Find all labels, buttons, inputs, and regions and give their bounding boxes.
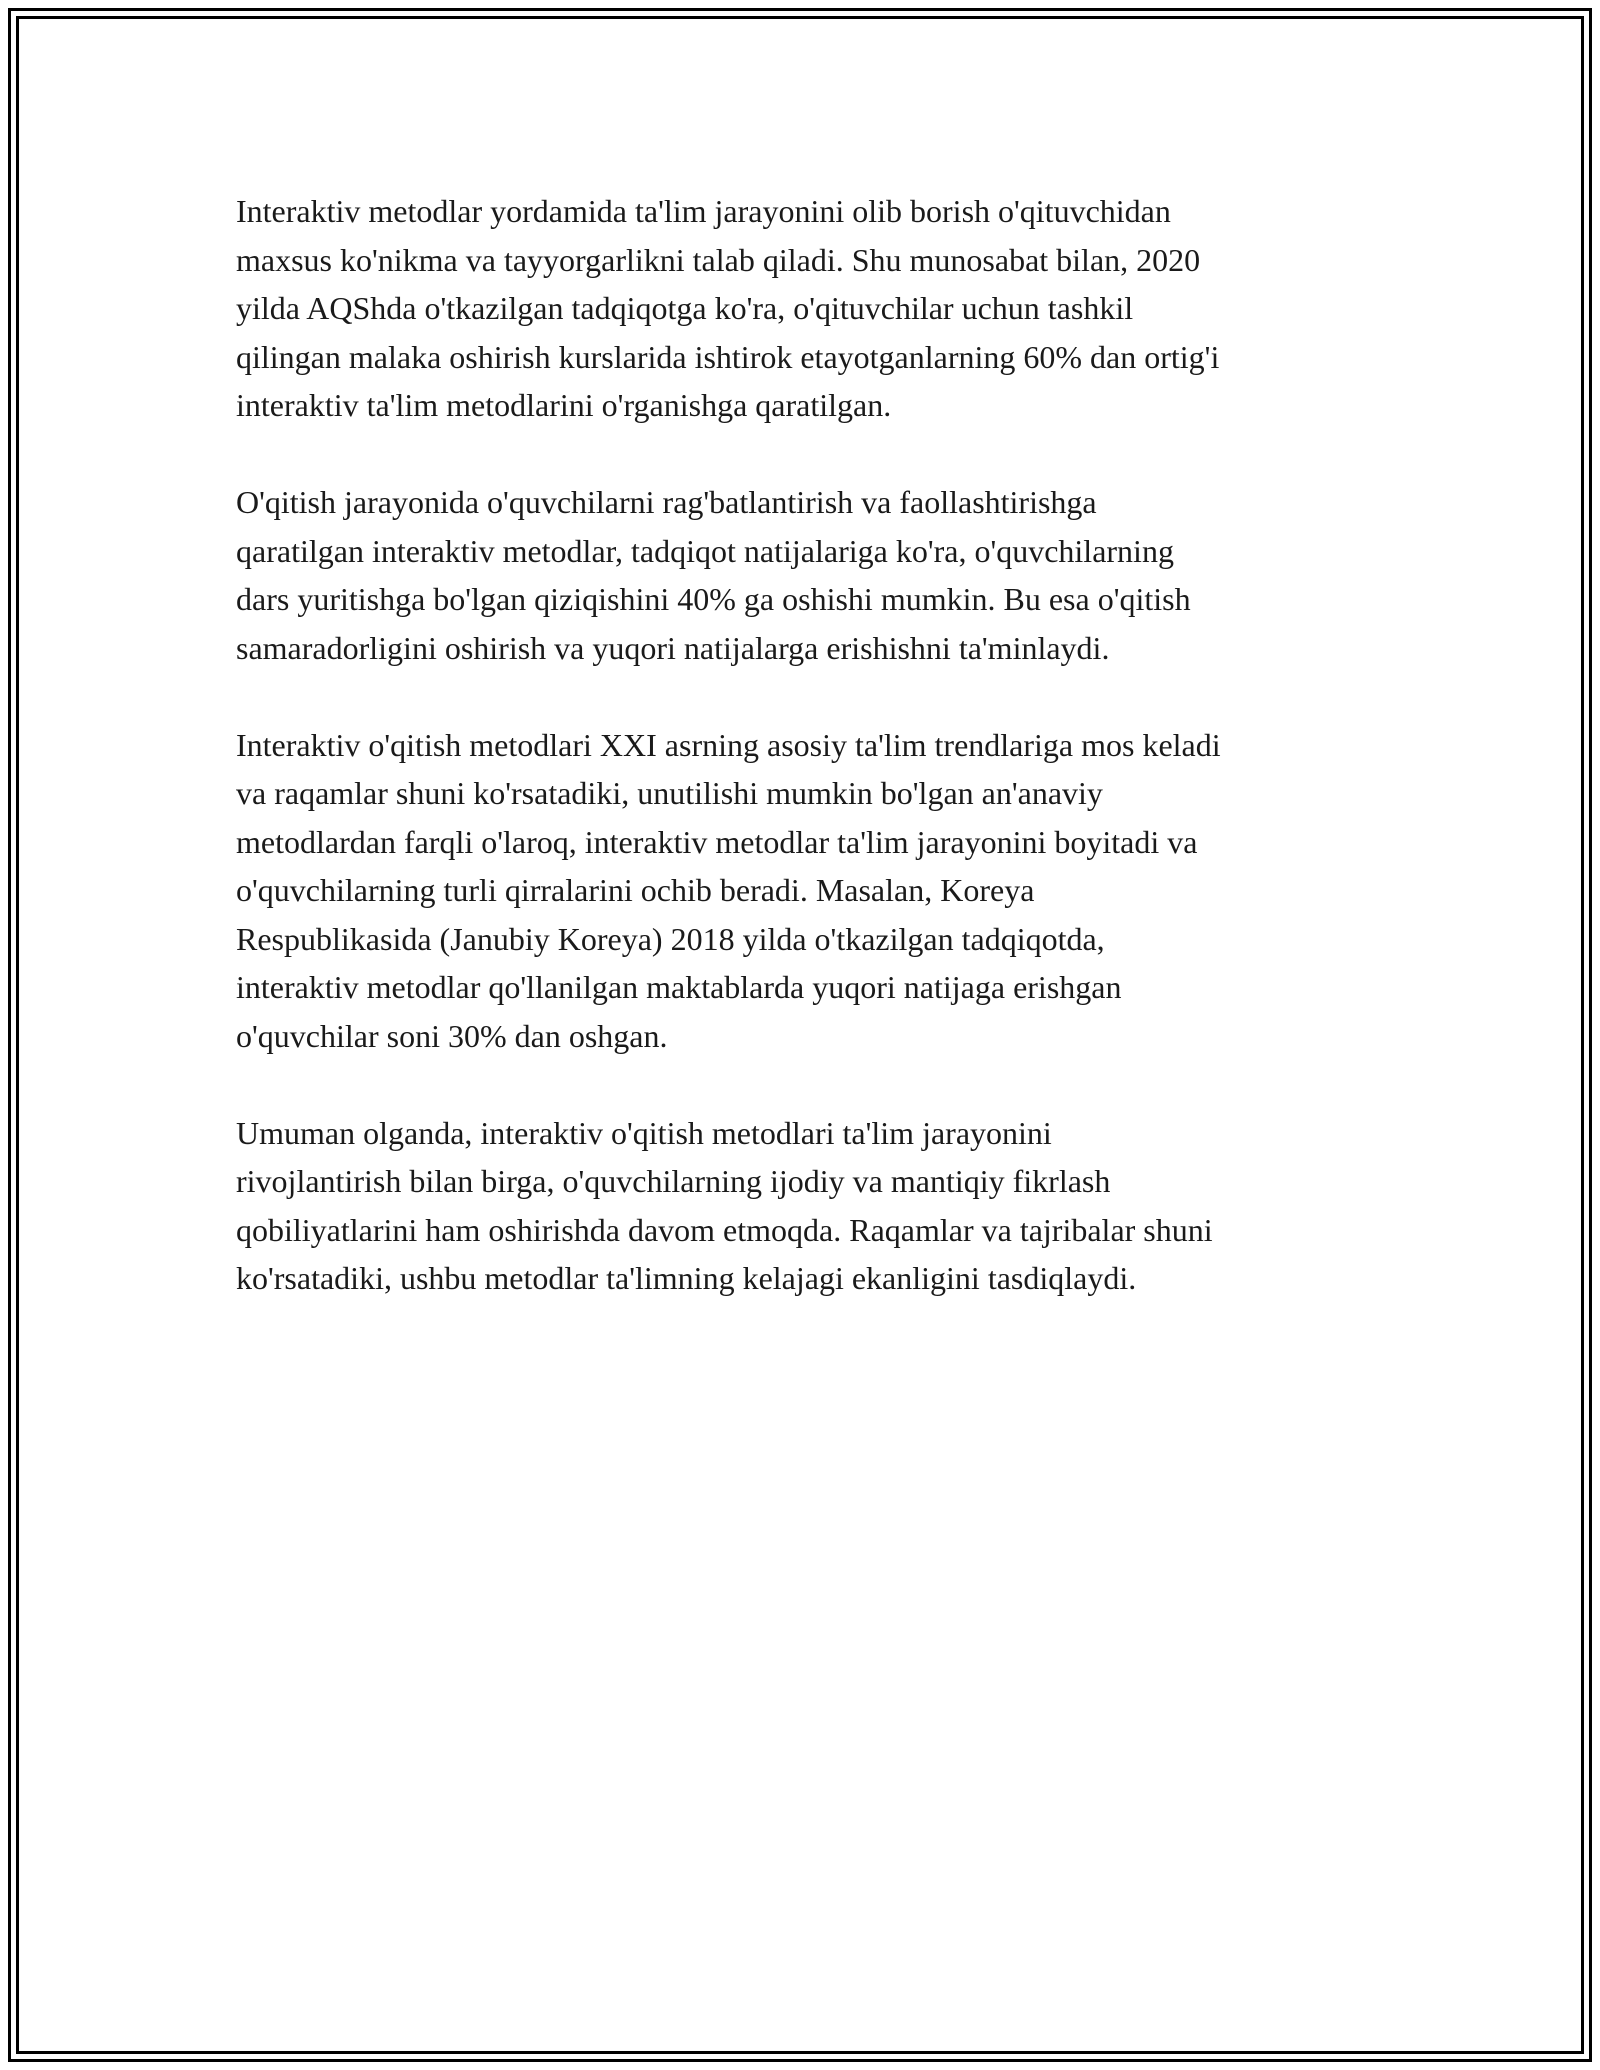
document-body bbox=[236, 187, 1376, 1351]
text-line: O'qitish jarayonida o'quvchilarni rag'batlantirish va faollashtirishga bbox=[236, 484, 1097, 520]
text-line: Respublikasida (Janubiy Koreya) 2018 yilda o'tkazilgan tadqiqotda, bbox=[236, 920, 1105, 957]
text-line: qilingan malaka oshirish kurslarida ishtirok etayotganlarning 60% dan ortig'i bbox=[236, 338, 1220, 375]
text-line: va raqamlar shuni ko'rsatadiki, unutilishi mumkin bo'lgan an'anaviy bbox=[236, 775, 1103, 811]
text-line: metodlardan farqli o'laroq, interaktiv metodlar ta'lim jarayonini boyitadi va bbox=[236, 823, 1198, 860]
text-line: rivojlantirish bilan birga, o'quvchilarning ijodiy va mantiqiy fikrlash bbox=[236, 1163, 1111, 1199]
text-line: interaktiv ta'lim metodlarini o'rganishga qaratilgan. bbox=[236, 387, 892, 423]
text-line: qaratilgan interaktiv metodlar, tadqiqot natijalariga ko'ra, o'quvchilarning bbox=[236, 532, 1174, 569]
paragraph-1 bbox=[236, 187, 1376, 430]
text-line: ko'rsatadiki, ushbu metodlar ta'limning kelajagi ekanligini tasdiqlaydi. bbox=[236, 1260, 1137, 1296]
text-line: interaktiv metodlar qo'llanilgan maktablarda yuqori natijaga erishgan bbox=[236, 969, 1122, 1005]
text-line: maxsus ko'nikma va tayyorgarlikni talab qiladi. Shu munosabat bilan, 2020 bbox=[236, 241, 1201, 278]
text-line: qobiliyatlarini ham oshirishda davom etmoqda. Raqamlar va tajribalar shuni bbox=[236, 1211, 1213, 1248]
text-line: samaradorligini oshirish va yuqori natijalarga erishishni ta'minlaydi. bbox=[236, 629, 1110, 666]
text-line: Interaktiv metodlar yordamida ta'lim jarayonini olib borish o'qituvchidan bbox=[236, 193, 1171, 229]
paragraph-2 bbox=[236, 478, 1376, 672]
text-line: o'quvchilar soni 30% dan oshgan. bbox=[236, 1017, 668, 1054]
text-line: yilda AQShda o'tkazilgan tadqiqotga ko'ra, o'qituvchilar uchun tashkil bbox=[236, 290, 1134, 326]
text-line: dars yuritishga bo'lgan qiziqishini 40% ga oshishi mumkin. Bu esa o'qitish bbox=[236, 581, 1191, 617]
text-line: Interaktiv o'qitish metodlari XXI asrning asosiy ta'lim trendlariga mos keladi bbox=[236, 726, 1221, 763]
text-line: o'quvchilarning turli qirralarini ochib beradi. Masalan, Koreya bbox=[236, 872, 1035, 908]
text-line: Umuman olganda, interaktiv o'qitish metodlari ta'lim jarayonini bbox=[236, 1114, 1052, 1151]
paragraph-3 bbox=[236, 721, 1376, 1061]
paragraph-4 bbox=[236, 1109, 1376, 1303]
